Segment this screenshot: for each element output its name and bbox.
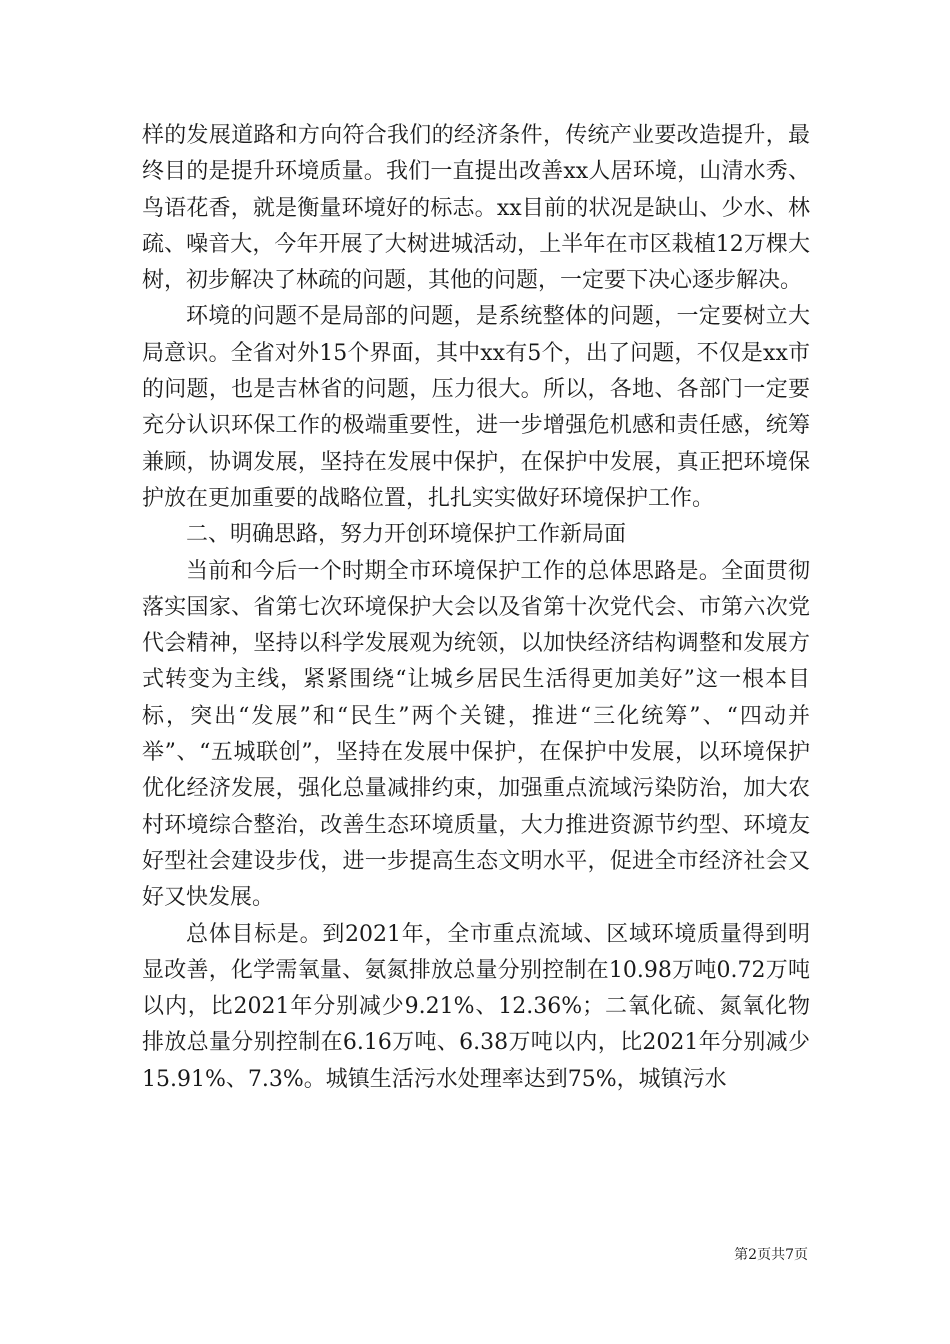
paragraph-overall-approach: 当前和今后一个时期全市环境保护工作的总体思路是。全面贯彻落实国家、省第七次环境保护大会以及省第十次党代会、市第六次党代会精神，坚持以科学发展观为统领，以加快经济结构调整和发展方式转变为主线，紧紧围绕“让城乡居民生活得更加美好”这一根本目标，突出“发展”和“民生”两个关键，推进“三化统筹”、“四动并举”、“五城联创”，坚持在发展中保护，在保护中发展，以环境保护优化经济发展，强化总量减排约束，加强重点流域污染防治，加大农村环境综合整治，改善生态环境质量，大力推进资源节约型、环境友好型社会建设步伐，进一步提高生态文明水平，促进全市经济社会又好又快发展。 — [142, 558, 810, 911]
paragraph-environment-issue: 环境的问题不是局部的问题，是系统整体的问题，一定要树立大局意识。全省对外15个界面，其中xx有5个，出了问题，不仅是xx市的问题，也是吉林省的问题，压力很大。所以，各地、各部门一定要充分认识环保工作的极端重要性，进一步增强危机感和责任感，统筹兼顾，协调发展，坚持在发展中保护，在保护中发展，真正把环境保护放在更加重要的战略位置，扎扎实实做好环境保护工作。 — [142, 304, 810, 511]
paragraph-continuation: 样的发展道路和方向符合我们的经济条件，传统产业要改造提升，最终目的是提升环境质量。我们一直提出改善xx人居环境，山清水秀、鸟语花香，就是衡量环境好的标志。xx目前的状况是缺山、少水、林疏、噪音大，今年开展了大树进城活动，上半年在市区栽植12万棵大树，初步解决了林疏的问题，其他的问题，一定要下决心逐步解决。 — [142, 123, 810, 294]
document-body — [142, 118, 810, 1098]
section-heading: 二、明确思路，努力开创环境保护工作新局面 — [186, 522, 627, 548]
paragraph-overall-goal: 总体目标是。到2021年，全市重点流域、区域环境质量得到明显改善，化学需氧量、氨氮排放总量分别控制在10.98万吨0.72万吨以内，比2021年分别减少9.21%、12.36%；二氧化硫、氮氧化物排放总量分别控制在6.16万吨、6.38万吨以内，比2021年分别减少15.91%、7.3%。城镇生活污水处理率达到75%，城镇污水 — [142, 921, 810, 1092]
page-number: 第2页共7页 — [734, 1247, 808, 1263]
